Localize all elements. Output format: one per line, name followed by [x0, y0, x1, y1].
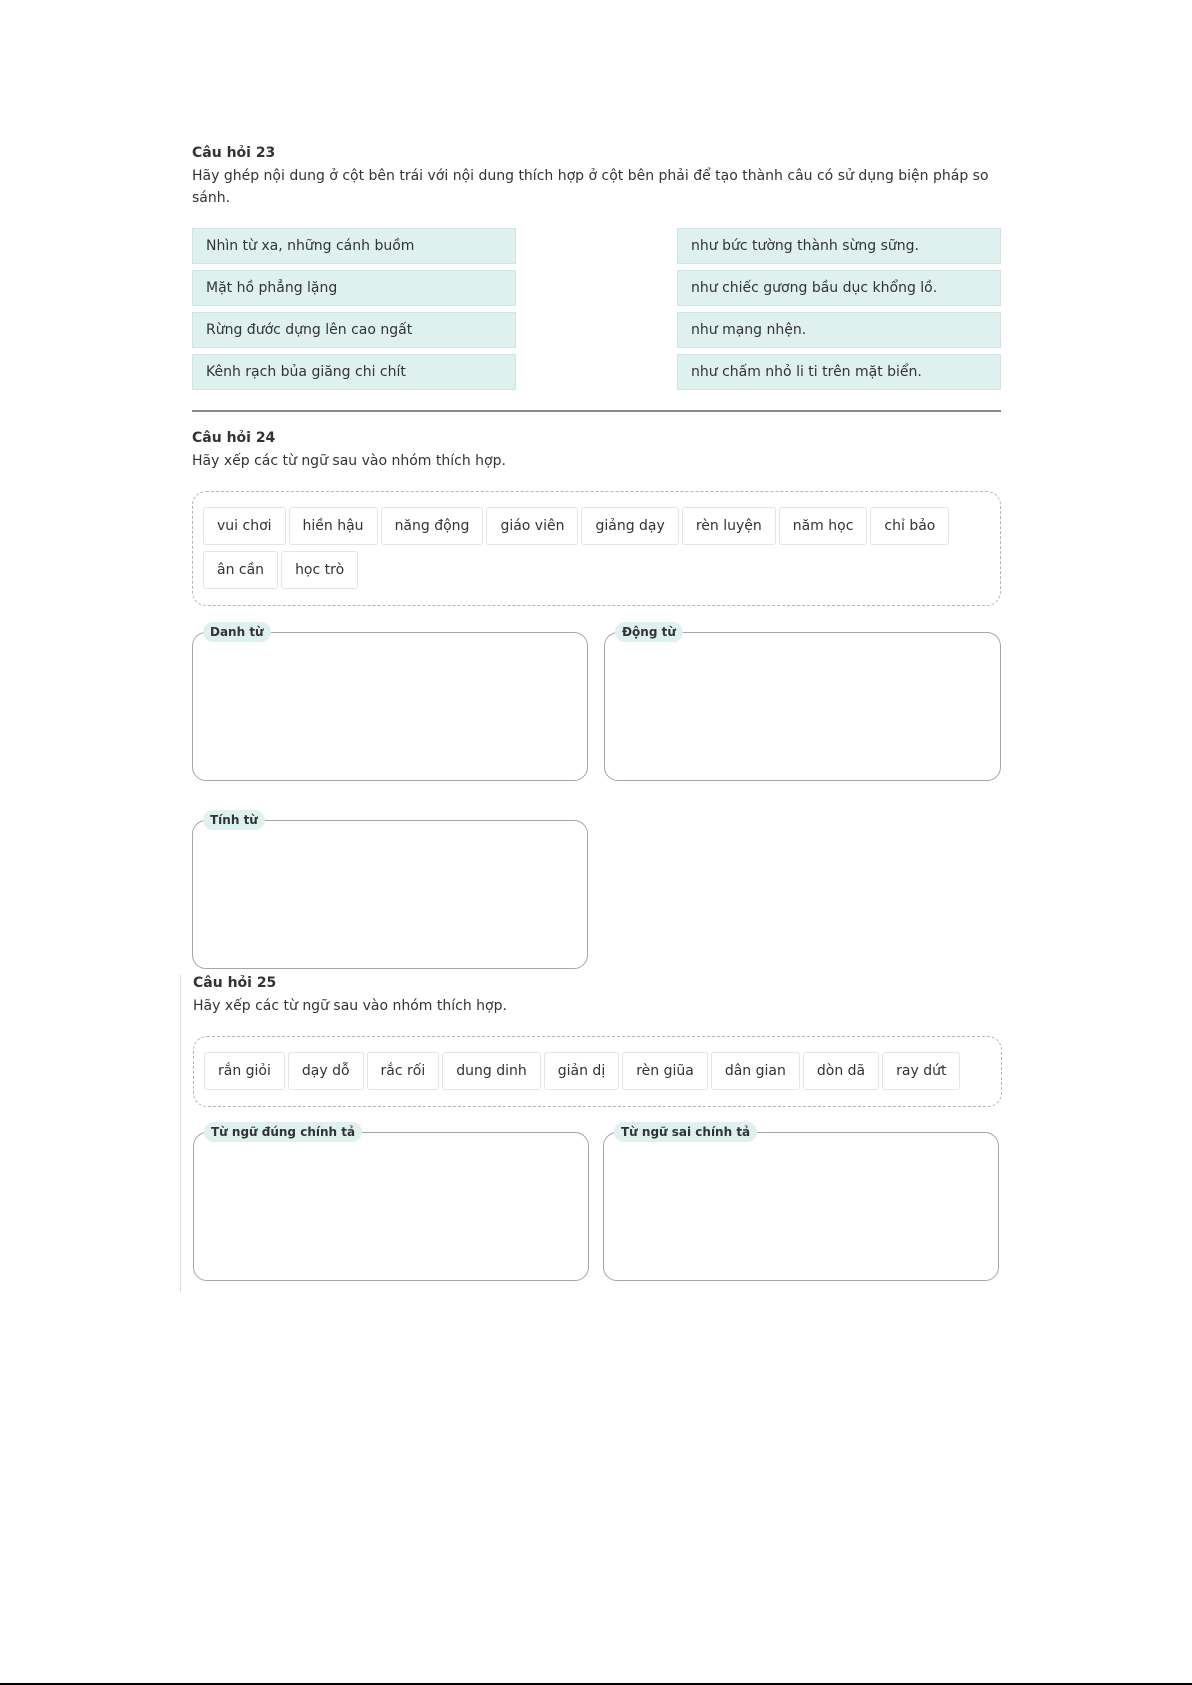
word-chip[interactable]: giản dị	[544, 1052, 619, 1090]
question-title: Câu hỏi 24	[192, 430, 276, 446]
question-prompt: Hãy xếp các từ ngữ sau vào nhóm thích hợp.	[193, 998, 507, 1014]
word-chip[interactable]: dung dinh	[442, 1052, 541, 1090]
word-chip[interactable]: rèn luyện	[682, 507, 776, 545]
group-label: Động từ	[615, 622, 683, 642]
drop-zone-noun[interactable]	[192, 625, 588, 781]
left-item[interactable]: Mặt hồ phẳng lặng	[192, 270, 516, 306]
group-label: Từ ngữ đúng chính tả	[204, 1122, 362, 1142]
word-chip[interactable]: học trò	[281, 551, 358, 589]
word-chip[interactable]: vui chơi	[203, 507, 286, 545]
word-chip[interactable]: năm học	[779, 507, 868, 545]
question-title: Câu hỏi 23	[192, 145, 276, 161]
word-chip[interactable]: chỉ bảo	[870, 507, 949, 545]
word-pool	[192, 491, 1001, 606]
drop-zone-correct-spelling[interactable]	[193, 1125, 589, 1281]
question-25	[193, 975, 1002, 1139]
drop-zone-wrong-spelling[interactable]	[603, 1125, 999, 1281]
group-label: Từ ngữ sai chính tả	[614, 1122, 757, 1142]
word-chip[interactable]: rắn giỏi	[204, 1052, 285, 1090]
right-item[interactable]: như bức tường thành sừng sững.	[677, 228, 1001, 264]
group-label: Tính từ	[203, 810, 265, 830]
drop-zone-adjective[interactable]	[192, 813, 588, 969]
question-prompt: Hãy ghép nội dung ở cột bên trái với nội dung thích hợp ở cột bên phải để tạo thành câu có sử dụng biện pháp so sánh.	[192, 168, 989, 206]
left-column	[192, 228, 516, 396]
right-item[interactable]: như chấm nhỏ li ti trên mặt biển.	[677, 354, 1001, 390]
word-chip[interactable]: rèn giũa	[622, 1052, 708, 1090]
left-item[interactable]: Rừng đước dựng lên cao ngất	[192, 312, 516, 348]
side-line	[180, 975, 181, 1292]
left-item[interactable]: Nhìn từ xa, những cánh buồm	[192, 228, 516, 264]
word-chip[interactable]: rắc rối	[367, 1052, 440, 1090]
left-item[interactable]: Kênh rạch bủa giăng chi chít	[192, 354, 516, 390]
group-label: Danh từ	[203, 622, 271, 642]
word-chip[interactable]: hiền hậu	[289, 507, 378, 545]
question-23	[192, 145, 1001, 380]
word-pool	[193, 1036, 1002, 1107]
word-chip[interactable]: dạy dỗ	[288, 1052, 364, 1090]
right-item[interactable]: như chiếc gương bầu dục khổng lồ.	[677, 270, 1001, 306]
right-item[interactable]: như mạng nhện.	[677, 312, 1001, 348]
word-chip[interactable]: ân cần	[203, 551, 278, 589]
word-chip[interactable]: dòn dã	[803, 1052, 879, 1090]
word-chip[interactable]: giảng dạy	[581, 507, 678, 545]
drop-zone-verb[interactable]	[604, 625, 1001, 781]
word-chip[interactable]: ray dứt	[882, 1052, 960, 1090]
word-chip[interactable]: dân gian	[711, 1052, 800, 1090]
question-divider	[192, 410, 1001, 412]
word-chip[interactable]: năng động	[381, 507, 484, 545]
word-chip[interactable]: giáo viên	[486, 507, 578, 545]
question-24	[192, 430, 1001, 827]
question-prompt: Hãy xếp các từ ngữ sau vào nhóm thích hợp.	[192, 453, 506, 469]
right-column	[677, 228, 1001, 396]
question-title: Câu hỏi 25	[193, 975, 277, 991]
